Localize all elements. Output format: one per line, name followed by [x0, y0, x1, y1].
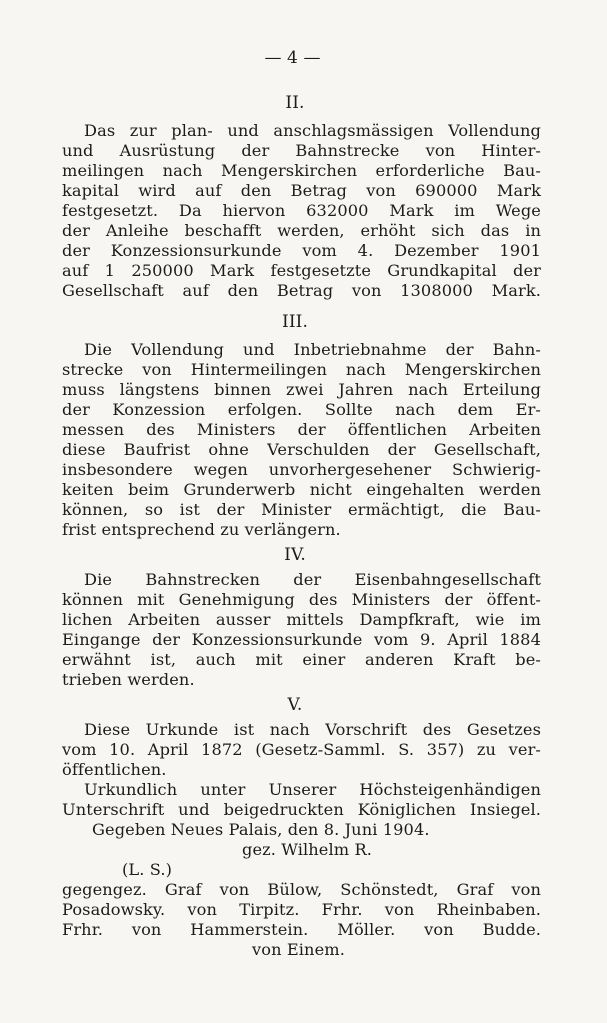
text-line: lichen Arbeiten ausser mittels Dampfkraft, wie im — [62, 610, 541, 629]
countersign-line: gegengez. Graf von Bülow, Schönstedt, Graf von — [62, 880, 541, 899]
text-line: messen des Ministers der öffentlichen Arbeiten — [62, 420, 541, 439]
text-line: insbesondere wegen unvorhergesehener Schwierig- — [62, 460, 541, 479]
section-heading-v: V. — [287, 695, 303, 715]
seal-mark: (L. S.) — [122, 860, 173, 879]
text-line: können mit Genehmigung des Ministers der öffent- — [62, 590, 541, 609]
text-line: Gesellschaft auf den Betrag von 1308000 Mark. — [62, 281, 541, 300]
text-line: erwähnt ist, auch mit einer anderen Kraft be- — [62, 650, 541, 669]
text-line: strecke von Hintermeilingen nach Mengerskirchen — [62, 360, 541, 379]
text-line: Eingange der Konzessionsurkunde vom 9. April 1884 — [62, 630, 541, 649]
countersign-line: Frhr. von Hammerstein. Möller. von Budde. — [62, 920, 541, 939]
text-line: Die Bahnstrecken der Eisenbahngesellschaft — [84, 570, 541, 589]
text-line: festgesetzt. Da hiervon 632000 Mark im Wege — [62, 201, 541, 220]
text-line: vom 10. April 1872 (Gesetz-Samml. S. 357) zu ver- — [62, 740, 541, 759]
text-line: auf 1 250000 Mark festgesetzte Grundkapital der — [62, 261, 541, 280]
countersign-line: Posadowsky. von Tirpitz. Frhr. von Rheinbaben. — [62, 900, 541, 919]
section-heading-iv: IV. — [284, 545, 306, 565]
text-line: Die Vollendung und Inbetriebnahme der Bahn- — [84, 340, 541, 359]
text-line: der Konzessionsurkunde vom 4. Dezember 1901 — [62, 241, 541, 260]
text-line: der Konzession erfolgen. Sollte nach dem Er- — [62, 400, 541, 419]
text-line: öffentlichen. — [62, 760, 167, 779]
page-number: — 4 — — [264, 48, 321, 68]
section-heading-ii: II. — [285, 93, 305, 113]
text-line: und Ausrüstung der Bahnstrecke von Hinter- — [62, 141, 541, 160]
text-line: trieben werden. — [62, 670, 195, 689]
countersign-line: von Einem. — [252, 940, 345, 959]
text-line: frist entsprechend zu verlängern. — [62, 520, 341, 539]
signature-line: gez. Wilhelm R. — [242, 840, 372, 859]
text-line: Diese Urkunde ist nach Vorschrift des Gesetzes — [84, 720, 541, 739]
section-heading-iii: III. — [282, 312, 308, 332]
text-line: Das zur plan- und anschlagsmässigen Vollendung — [84, 121, 541, 140]
text-line: diese Baufrist ohne Verschulden der Gesellschaft, — [62, 440, 541, 459]
text-line: kapital wird auf den Betrag von 690000 Mark — [62, 181, 541, 200]
text-line: können, so ist der Minister ermächtigt, die Bau- — [62, 500, 541, 519]
text-line: Unterschrift und beigedruckten Königlichen Insiegel. — [62, 800, 541, 819]
text-line: meilingen nach Mengerskirchen erforderliche Bau- — [62, 161, 541, 180]
text-line: keiten beim Grunderwerb nicht eingehalten werden — [62, 480, 541, 499]
text-line: Gegeben Neues Palais, den 8. Juni 1904. — [92, 820, 430, 839]
text-line: der Anleihe beschafft werden, erhöht sich das in — [62, 221, 541, 240]
text-line: muss längstens binnen zwei Jahren nach Erteilung — [62, 380, 541, 399]
text-line: Urkundlich unter Unserer Höchsteigenhändigen — [84, 780, 541, 799]
